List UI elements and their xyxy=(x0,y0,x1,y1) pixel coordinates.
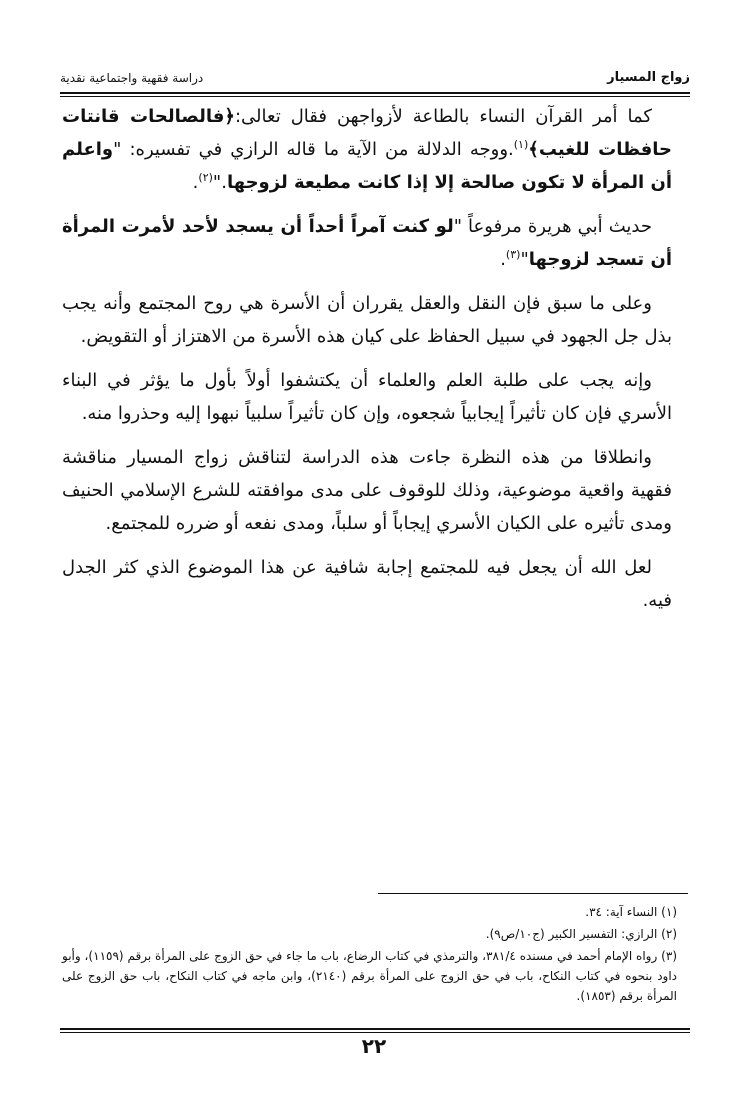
running-header xyxy=(60,66,690,90)
footer-rule xyxy=(60,1028,690,1033)
p2-text-before: حديث أبي هريرة مرفوعاً " xyxy=(453,216,653,237)
p1-text-after: ." xyxy=(212,172,227,193)
footnotes xyxy=(62,902,677,1008)
footnote-separator xyxy=(378,893,688,894)
paragraph-6: لعل الله أن يجعل فيه للمجتمع إجابة شافية عن هذا الموضوع الذي كثر الجدل فيه. xyxy=(62,557,672,611)
footnote-ref-3: (٣) xyxy=(505,248,521,261)
footnote-ref-1: (١) xyxy=(513,138,529,151)
p1-text-before: كما أمر القرآن النساء بالطاعة لأزواجهن فقال تعالى: xyxy=(234,106,652,127)
header-rule xyxy=(60,92,690,97)
paragraph-5: وانطلاقا من هذه النظرة جاءت هذه الدراسة لتناقش زواج المسيار مناقشة فقهية واقعية موضوعية، وذلك للوقوف على مدى موافقته للشرع الإسلامي الحنيف ومدى تأثيره على الكيان الأسري إيجاباً أو سلباً، ومدى نفعه أو ضرره للمجتمع. xyxy=(62,447,672,534)
paragraph-1: كما أمر القرآن النساء بالطاعة لأزواجهن فقال تعالى:﴿فالصالحات قانتات حافظات للغيب﴾$^{(١)}$.ووجه الدلالة من الآية ما قاله الرازي في تفسيره: "واعلم أن المرأة لا تكون صالحة إلا إذا كانت مطيعة لزوجها."$^{(٢)}$. xyxy=(62,106,672,193)
quran-verse: ﴿فالصالحات قانتات حافظات للغيب﴾ xyxy=(62,106,672,160)
page-number: ٢٢ xyxy=(361,1034,387,1058)
hadith-quote: لو كنت آمراً أحداً أن يسجد لأحد لأمرت المرأة أن تسجد لزوجها xyxy=(62,216,672,270)
paragraph-3: وعلى ما سبق فإن النقل والعقل يقرران أن الأسرة هي روح المجتمع وأنه يجب بذل جل الجهود في سبيل الحفاظ على كيان هذه الأسرة من الاهتزاز أو التقويض. xyxy=(62,293,672,347)
footnote-2: (٢) الرازي: التفسير الكبير (ج١٠/ص٩). xyxy=(485,927,677,941)
p1-text-middle: .ووجه الدلالة من الآية ما قاله الرازي في تفسيره: " xyxy=(113,139,514,160)
footnote-1: (١) النساء آية: ٣٤. xyxy=(585,905,677,919)
footnote-ref-2: (٢) xyxy=(198,171,213,184)
razi-quote: واعلم أن المرأة لا تكون صالحة إلا إذا كانت مطيعة لزوجها xyxy=(62,139,672,193)
paragraph-2: حديث أبي هريرة مرفوعاً "لو كنت آمراً أحداً أن يسجد لأحد لأمرت المرأة أن تسجد لزوجها"$^{(٣)}$. xyxy=(62,216,672,270)
main-text xyxy=(62,100,672,628)
book-subtitle: دراسة فقهية واجتماعية نقدية xyxy=(60,71,204,85)
paragraph-4: وإنه يجب على طلبة العلم والعلماء أن يكتشفوا أولاً بأول ما يؤثر في البناء الأسري فإن كان تأثيراً إيجابياً شجعوه، وإن كان تأثيراً سلبياً نبهوا إليه وحذروا منه. xyxy=(62,370,672,424)
book-title: زواج المسيار xyxy=(607,70,690,85)
p2-text-after: " xyxy=(520,249,529,270)
footnote-3: (٣) رواه الإمام أحمد في مسنده ٣٨١/٤، والترمذي في كتاب الرضاع، باب ما جاء في حق الزوج على المرأة برقم (١١٥٩)، وأبو داود بنحوه في كتاب النكاح، باب في حق الزوج على المرأة برقم (٢١٤٠)، وابن ماجه في كتاب النكاح، باب حق الزوج على المرأة برقم (١٨٥٣). xyxy=(62,949,678,1003)
